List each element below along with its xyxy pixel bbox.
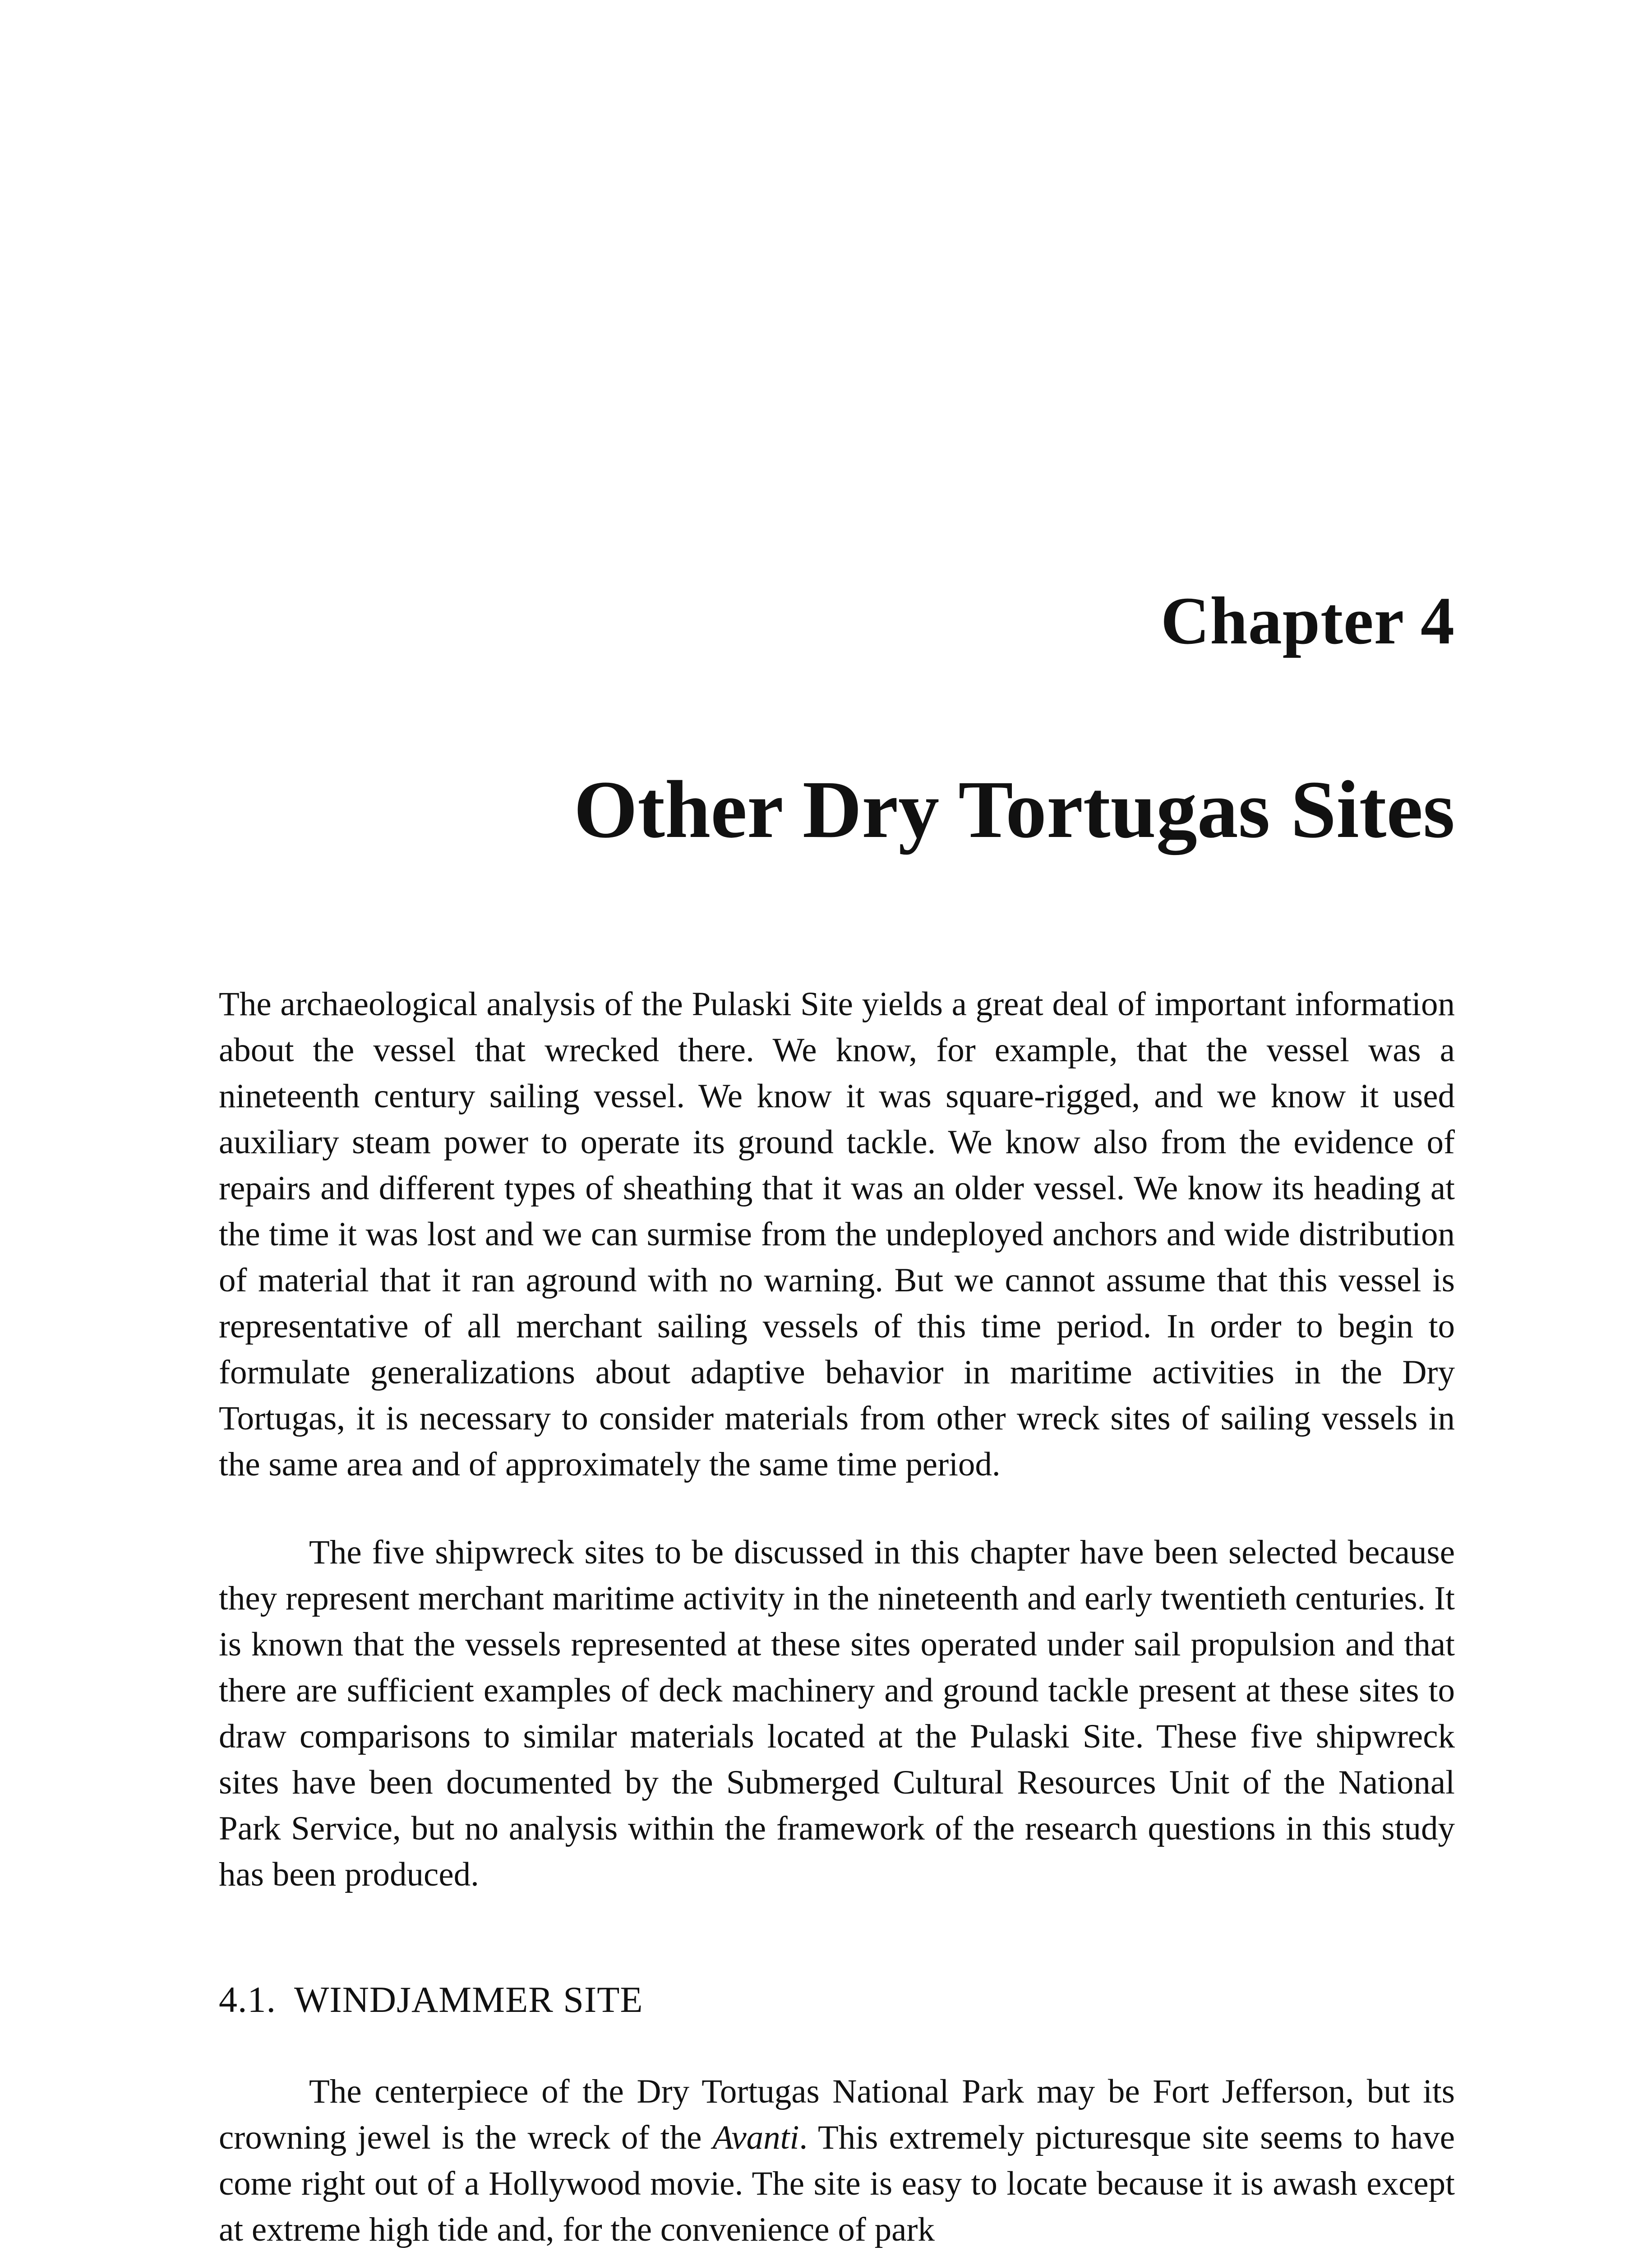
section-title: WINDJAMMER SITE xyxy=(294,1979,643,2020)
paragraph-text xyxy=(219,2069,1455,2253)
paragraph-text: The five shipwreck sites to be discussed in this chapter have been selected because they represent merchant maritime activity in the nineteenth and early twentieth centuries. It is known that the vessels represented at these sites operated under sail propulsion and that there are sufficient examples of deck machinery and ground tackle present at these sites to draw comparisons to similar materials located at the Pulaski Site. These five shipwreck sites have been documented by the Submerged Cultural Resources Unit of the National Park Service, but no analysis within the framework of the research questions in this study has been produced. xyxy=(219,1534,1455,1893)
paragraph-text-start: The centerpiece of the Dry Tortugas National Park may be Fort Jefferson, but its crowning jewel is the wreck of the xyxy=(219,2073,1455,2156)
paragraph-text: The archaeological analysis of the Pulaski Site yields a great deal of important information about the vessel that wrecked there. We know, for example, that the vessel was a nineteenth century sailing vessel. We know it was square-rigged, and we know it used auxiliary steam power to operate its ground tackle. We know also from the evidence of repairs and different types of sheathing that it was an older vessel. We know its heading at the time it was lost and we can surmise from the undeployed anchors and wide distribution of material that it ran aground with no warning. But we cannot assume that this vessel is representative of all merchant sailing vessels of this time period. In order to begin to formulate generalizations about adaptive behavior in maritime activities in the Dry Tortugas, it is necessary to consider materials from other wreck sites of sailing vessels in the same area and of approximately the same time period. xyxy=(219,985,1455,1483)
section-number: 4.1. xyxy=(219,1979,276,2020)
chapter-label: Chapter 4 xyxy=(1160,583,1455,658)
body-paragraph-2 xyxy=(219,1530,1455,1898)
vessel-name: Avanti xyxy=(712,2119,799,2156)
chapter-title: Other Dry Tortugas Sites xyxy=(573,764,1455,855)
section-heading xyxy=(219,1979,643,2021)
paragraph-text-end: . This extremely picturesque site seems to have come right out of a Hollywood movie. The site is easy to locate because it is awash except at extreme high tide and, for the convenience of park xyxy=(219,2119,1455,2248)
body-paragraph-1 xyxy=(219,981,1455,1488)
body-paragraph-3 xyxy=(219,2069,1455,2253)
